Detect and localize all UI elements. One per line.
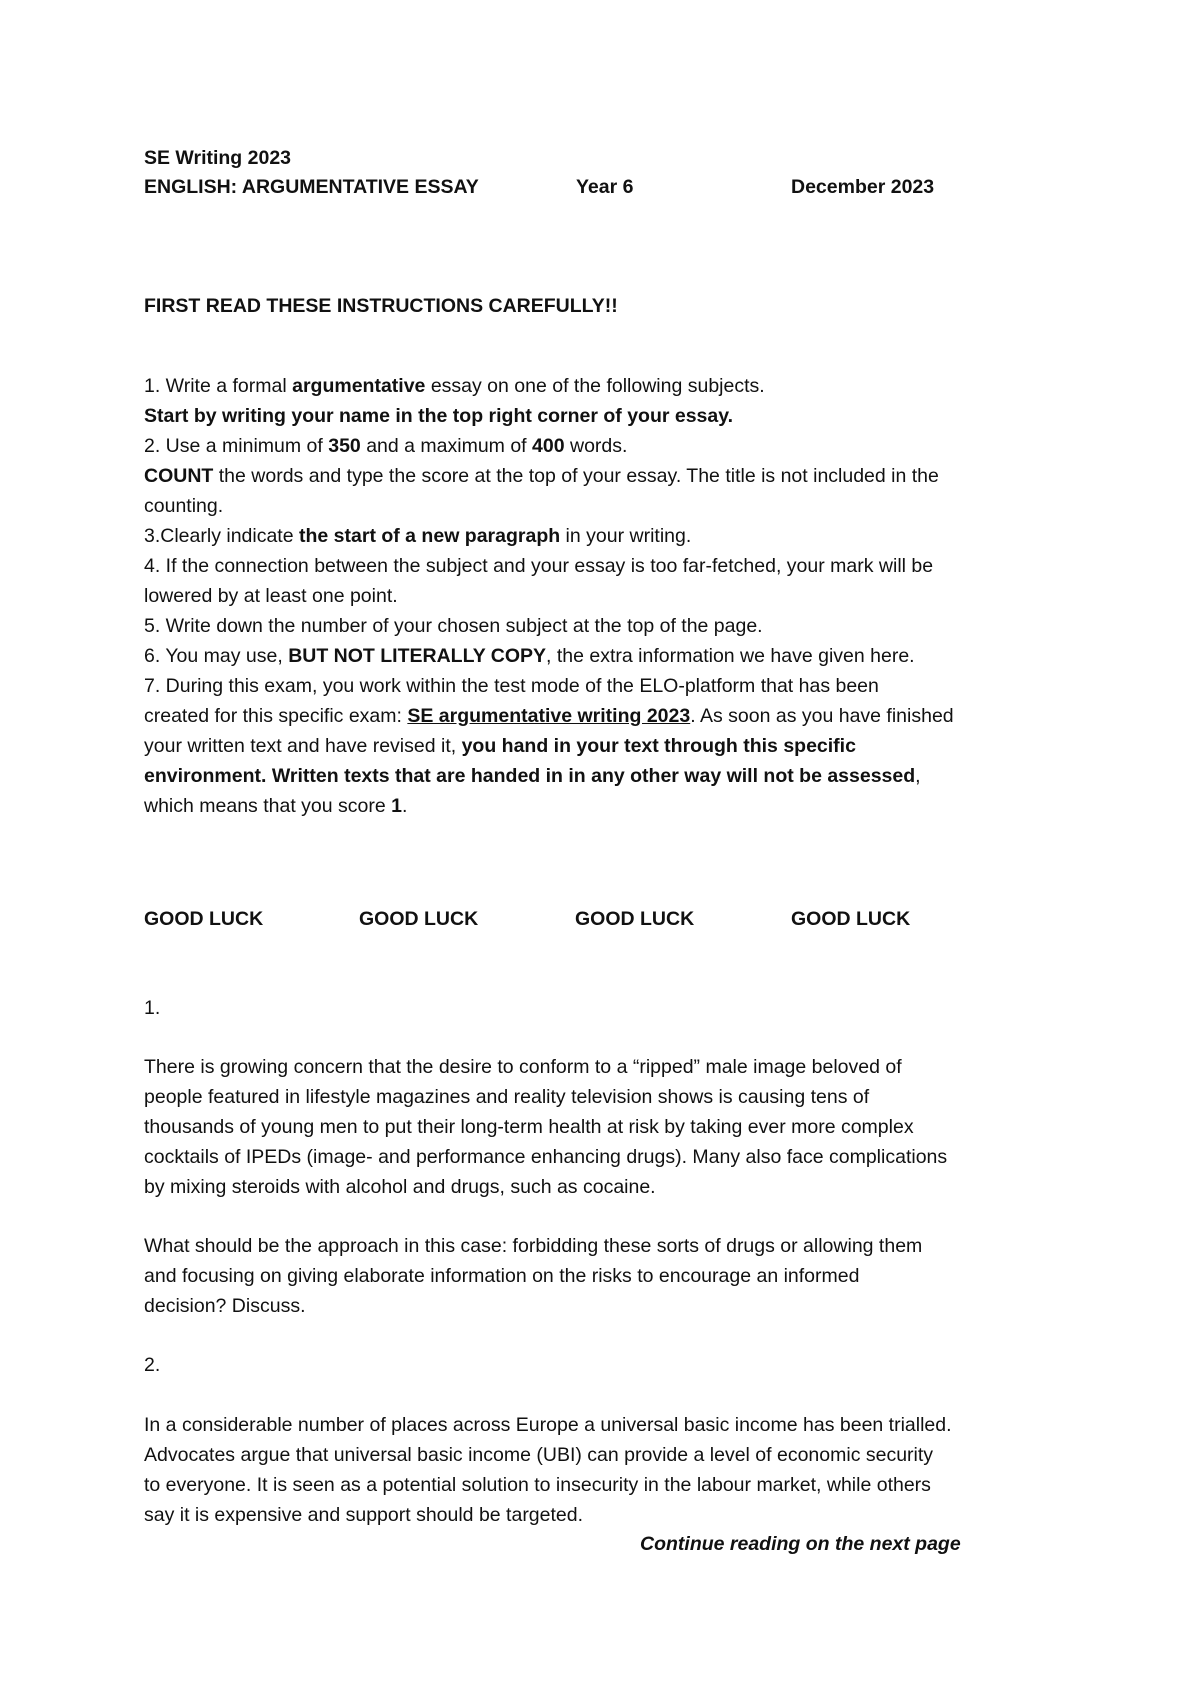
score-value: 1 — [391, 795, 402, 817]
instruction-1-emphasis: argumentative — [292, 375, 426, 397]
instruction-1-text-end: essay on one of the following subjects. — [425, 375, 765, 397]
instruction-7-line5-end: . — [401, 795, 408, 817]
instruction-7-line3-emphasis: you hand in your text through this specific — [461, 735, 856, 757]
instruction-7-text-end: . As soon as you have finished — [690, 705, 954, 727]
instruction-7-text: created for this specific exam: — [144, 705, 408, 727]
instruction-count-line2: counting. — [144, 495, 224, 517]
word-minimum: 350 — [328, 435, 361, 457]
count-emphasis: COUNT — [144, 465, 214, 487]
instruction-7-line4-emphasis: environment. Written texts that are handed in in any other way will not be assessed — [144, 765, 916, 787]
instruction-7-line5 — [144, 791, 407, 821]
instruction-1 — [144, 371, 765, 401]
good-luck-2: GOOD LUCK — [359, 908, 479, 930]
elo-platform-link[interactable]: SE argumentative writing 2023 — [407, 705, 691, 727]
instruction-7: 7. During this exam, you work within the test mode of the ELO-platform that has been — [144, 675, 879, 697]
exam-subject: ENGLISH: ARGUMENTATIVE ESSAY — [144, 176, 479, 198]
instruction-2 — [144, 431, 627, 461]
subject-1-line: people featured in lifestyle magazines and reality television shows is causing tens of — [144, 1086, 870, 1108]
subject-1-question-line: What should be the approach in this case: forbidding these sorts of drugs or allowing them — [144, 1235, 923, 1257]
instruction-7-line3-text: your written text and have revised it, — [144, 735, 462, 757]
subject-1-line: There is growing concern that the desire to conform to a “ripped” male image beloved of — [144, 1056, 902, 1078]
subject-1-question-line: decision? Discuss. — [144, 1295, 306, 1317]
continue-note: Continue reading on the next page — [640, 1533, 961, 1555]
subject-1-line: cocktails of IPEDs (image- and performance enhancing drugs). Many also face complications — [144, 1146, 948, 1168]
instruction-1-text: 1. Write a formal — [144, 375, 293, 397]
instruction-6-end: , the extra information we have given here. — [546, 645, 915, 667]
instruction-6-emphasis: BUT NOT LITERALLY COPY — [288, 645, 547, 667]
instruction-4: 4. If the connection between the subject and your essay is too far-fetched, your mark will be — [144, 555, 934, 577]
instruction-6 — [144, 641, 915, 671]
good-luck-1: GOOD LUCK — [144, 908, 264, 930]
instruction-2-end: words. — [564, 435, 628, 457]
subject-1-number: 1. — [144, 997, 161, 1019]
instruction-6-text: 6. You may use, — [144, 645, 289, 667]
subject-2-line: to everyone. It is seen as a potential solution to insecurity in the labour market, while others — [144, 1474, 931, 1496]
count-text: the words and type the score at the top of your essay. The title is not included in the — [213, 465, 939, 487]
subject-2-line: say it is expensive and support should be targeted. — [144, 1504, 584, 1526]
instruction-5: 5. Write down the number of your chosen subject at the top of the page. — [144, 615, 763, 637]
subject-1-line: by mixing steroids with alcohol and drugs, such as cocaine. — [144, 1176, 656, 1198]
exam-date: December 2023 — [791, 176, 935, 198]
instruction-3-end: in your writing. — [560, 525, 692, 547]
instruction-3-text: 3.Clearly indicate — [144, 525, 299, 547]
instruction-2-text: 2. Use a minimum of — [144, 435, 329, 457]
word-maximum: 400 — [532, 435, 565, 457]
instruction-count — [144, 461, 939, 491]
instruction-2-mid: and a maximum of — [360, 435, 533, 457]
instruction-name-note: Start by writing your name in the top right corner of your essay. — [144, 405, 734, 427]
instruction-3-emphasis: the start of a new paragraph — [299, 525, 561, 547]
instruction-7-line4-end: , — [915, 765, 921, 787]
good-luck-3: GOOD LUCK — [575, 908, 695, 930]
good-luck-4: GOOD LUCK — [791, 908, 911, 930]
instruction-4-line2: lowered by at least one point. — [144, 585, 398, 607]
exam-title: SE Writing 2023 — [144, 147, 292, 169]
instruction-7-line2 — [144, 701, 954, 731]
exam-year: Year 6 — [576, 176, 634, 198]
subject-2-line: Advocates argue that universal basic income (UBI) can provide a level of economic security — [144, 1444, 934, 1466]
instructions-title: FIRST READ THESE INSTRUCTIONS CAREFULLY!! — [144, 295, 618, 317]
instruction-3 — [144, 521, 691, 551]
subject-2-number: 2. — [144, 1354, 161, 1376]
subject-2-line: In a considerable number of places across Europe a universal basic income has been trialled. — [144, 1414, 952, 1436]
instruction-7-line3 — [144, 731, 856, 761]
instruction-7-line5-text: which means that you score — [144, 795, 392, 817]
subject-1-question-line: and focusing on giving elaborate information on the risks to encourage an informed — [144, 1265, 860, 1287]
instruction-7-line4 — [144, 761, 921, 791]
subject-1-line: thousands of young men to put their long-term health at risk by taking ever more complex — [144, 1116, 914, 1138]
